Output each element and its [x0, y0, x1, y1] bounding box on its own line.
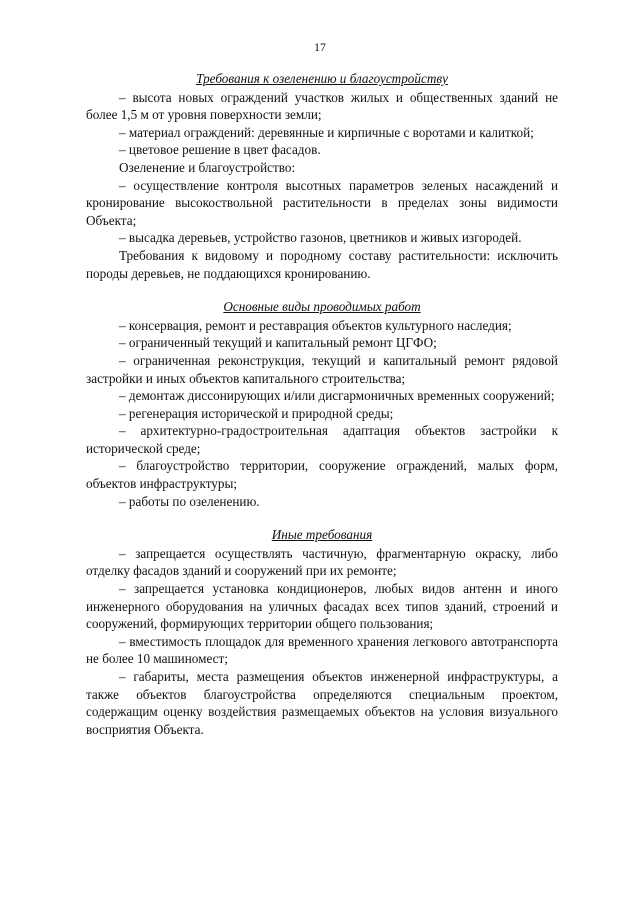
- section-heading: Требования к озеленению и благоустройству: [196, 71, 448, 86]
- paragraph: – высота новых ограждений участков жилых и общественных зданий не более 1,5 м от уровня поверхности земли;: [86, 89, 558, 123]
- paragraph: Озеленение и благоустройство:: [119, 159, 296, 175]
- paragraph: – работы по озеленению.: [119, 493, 260, 509]
- paragraph: – регенерация исторической и природной среды;: [119, 405, 394, 421]
- paragraph: – ограниченный текущий и капитальный ремонт ЦГФО;: [119, 335, 437, 351]
- paragraph: – высадка деревьев, устройство газонов, цветников и живых изгородей.: [119, 230, 522, 246]
- paragraph: – консервация, ремонт и реставрация объектов культурного наследия;: [119, 317, 512, 333]
- paragraph: – цветовое решение в цвет фасадов.: [119, 142, 321, 158]
- paragraph: – демонтаж диссонирующих и/или дисгармоничных временных сооружений;: [119, 388, 555, 404]
- paragraph: Требования к видовому и породному составу растительности: исключить породы деревьев, не поддающихся кронированию.: [86, 247, 558, 281]
- section-landscaping: [86, 70, 558, 282]
- section-other-requirements: [86, 526, 558, 738]
- section-main-works: [86, 298, 558, 510]
- section-heading: Основные виды проводимых работ: [223, 299, 421, 315]
- section-heading: Иные требования: [271, 527, 373, 543]
- paragraph: – габариты, места размещения объектов инженерной инфраструктуры, а также объектов благоустройства определяются специальным проектом, содержащим оценку воздействия размещаемых объектов на условия визуального восприятия Объекта.: [86, 669, 558, 737]
- page-number: 17: [314, 40, 326, 54]
- page-content: [86, 70, 558, 738]
- paragraph: – ограниченная реконструкция, текущий и капитальный ремонт рядовой застройки и иных объектов капитального строительства;: [86, 352, 558, 386]
- paragraph: – архитектурно-градостроительная адаптация объектов застройки к исторической среде;: [86, 423, 558, 456]
- paragraph: – вместимость площадок для временного хранения легкового автотранспорта не более 10 машиномест;: [86, 633, 558, 667]
- paragraph: – запрещается осуществлять частичную, фрагментарную окраску, либо отделку фасадов зданий и сооружений при их ремонте;: [86, 545, 558, 579]
- paragraph: – осуществление контроля высотных параметров зеленых насаждений и кронирование высокоствольной растительности в пределах зоны видимости Объекта;: [86, 177, 558, 228]
- paragraph: – материал ограждений: деревянные и кирпичные с воротами и калиткой;: [119, 124, 534, 140]
- paragraph: – благоустройство территории, сооружение ограждений, малых форм, объектов инфраструктуры;: [86, 458, 558, 492]
- paragraph: – запрещается установка кондиционеров, любых видов антенн и иного инженерного оборудования на уличных фасадах всех типов зданий, строений и сооружений, формирующих территории общего пользования;: [86, 581, 558, 632]
